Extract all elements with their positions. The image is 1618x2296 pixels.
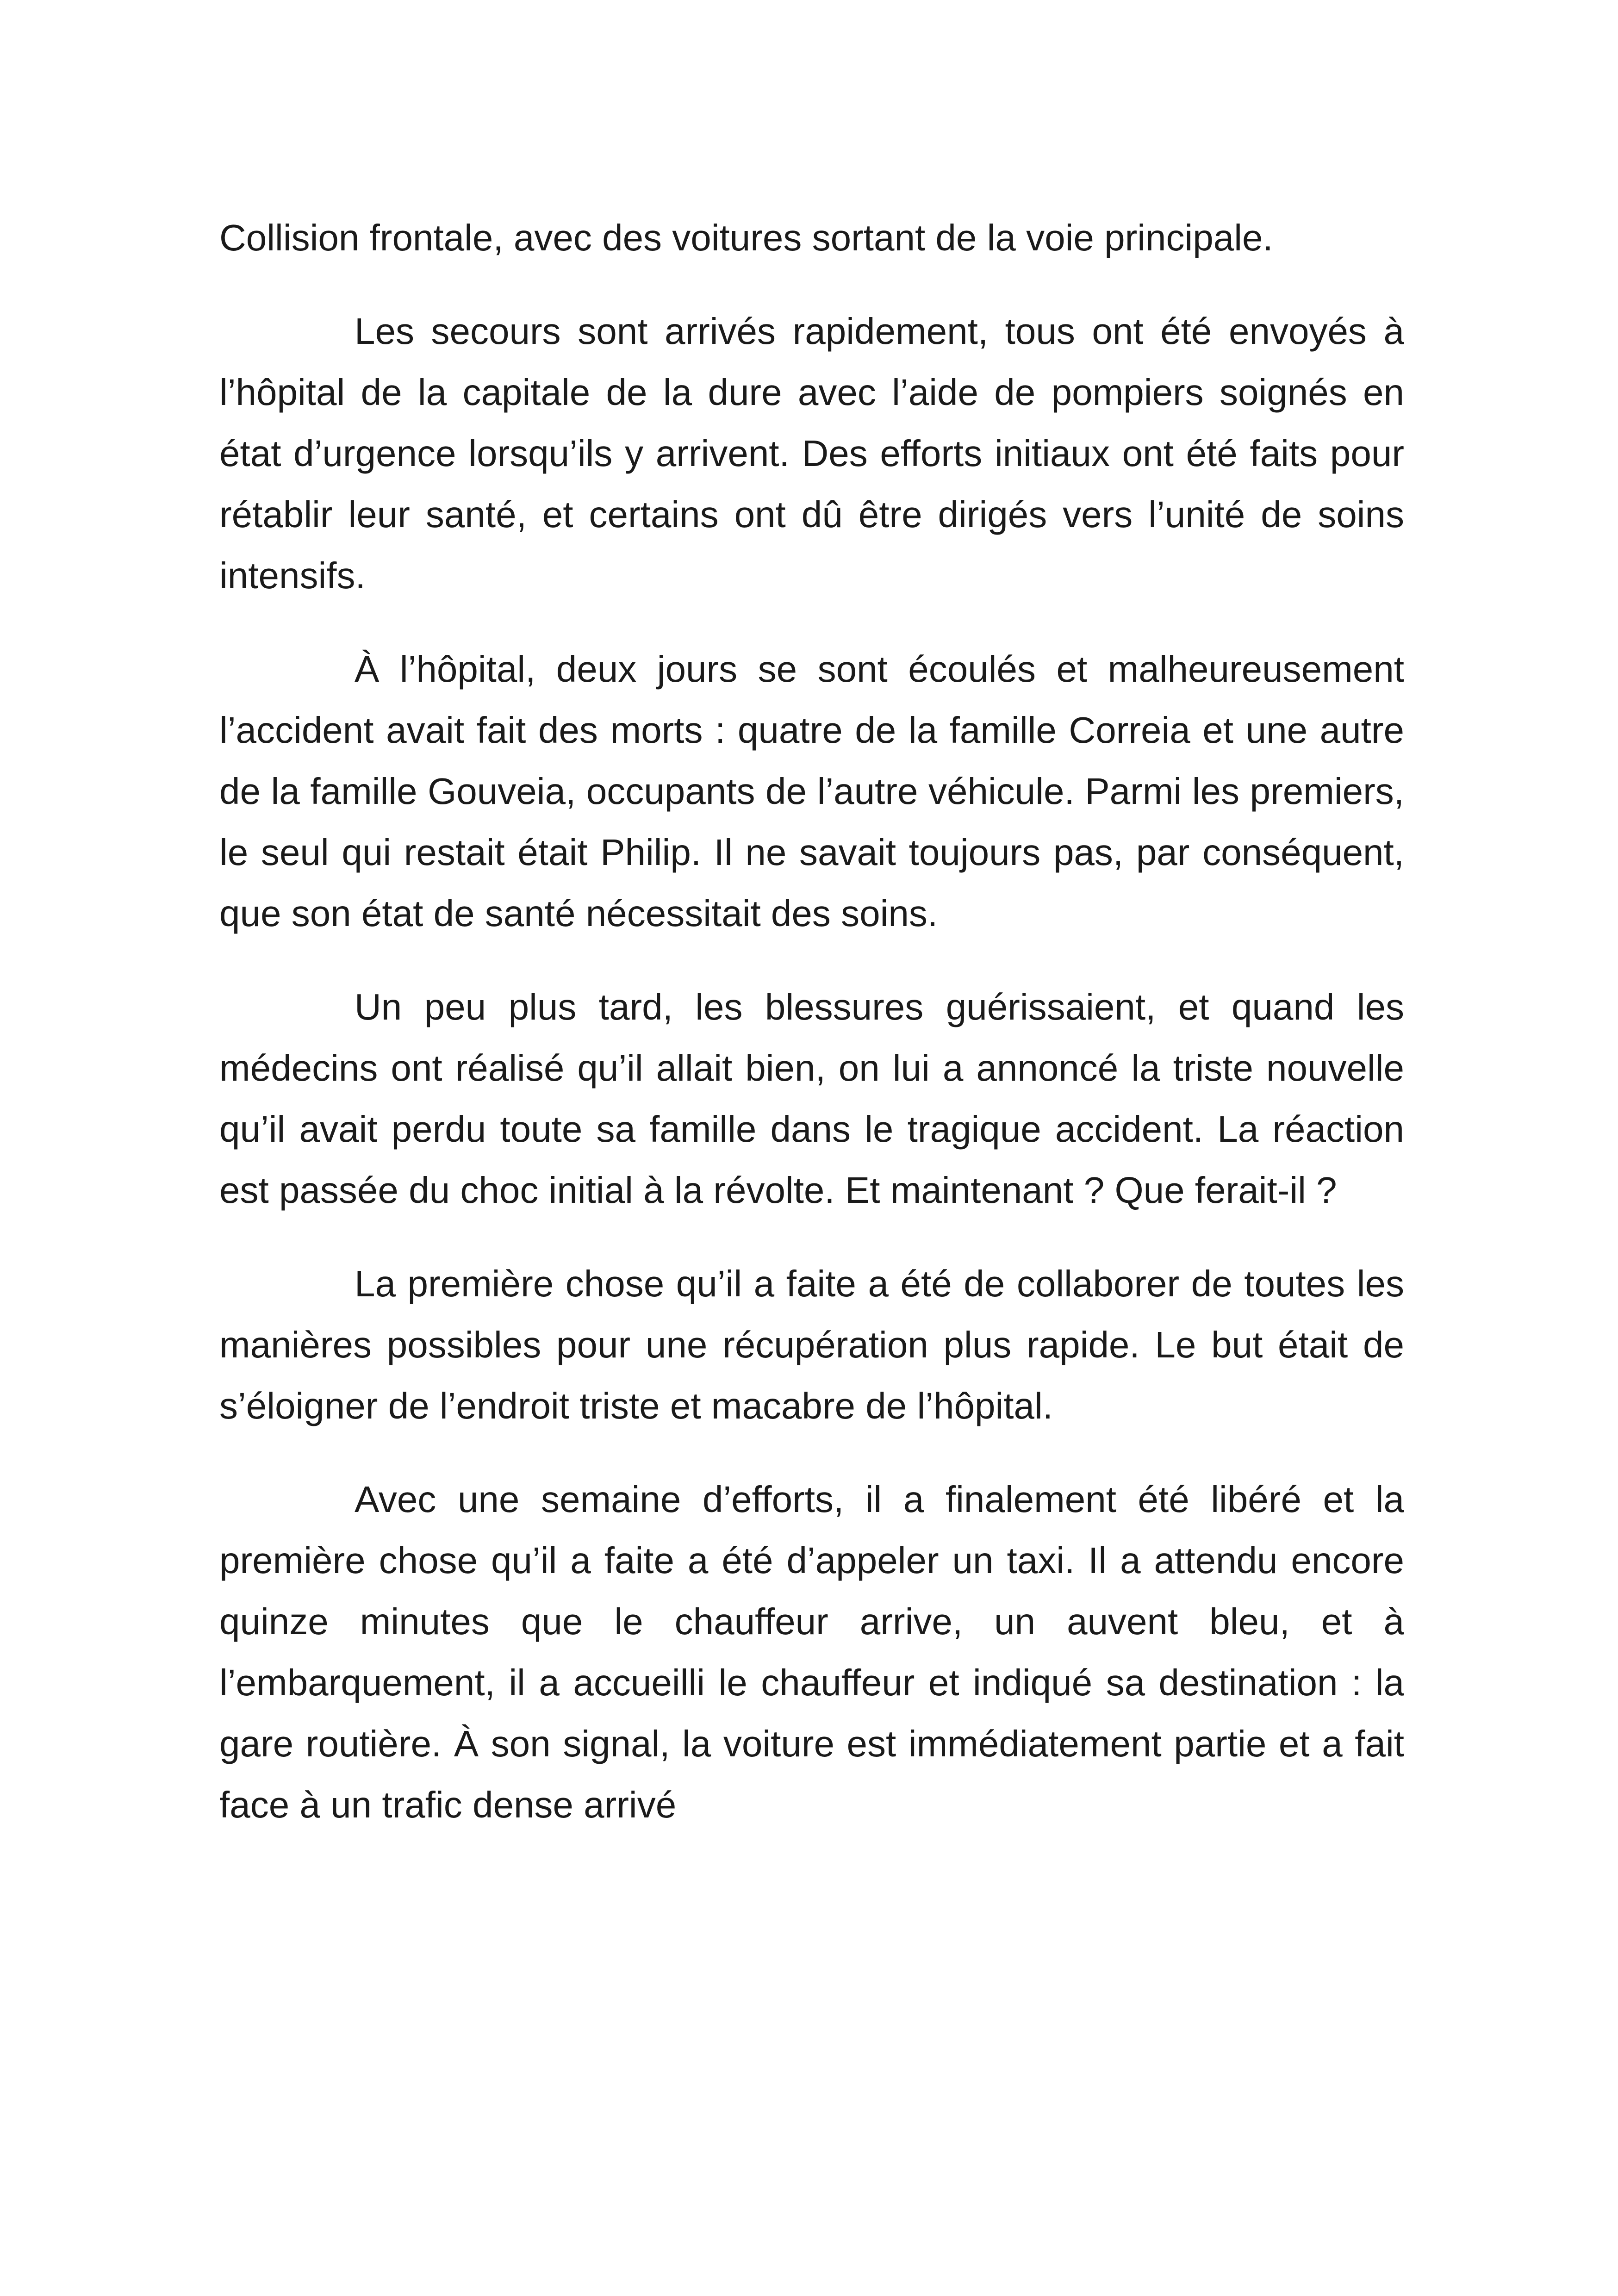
body-text [219,207,1404,1868]
paragraph-1: Collision frontale, avec des voitures sortant de la voie principale. [219,217,1273,258]
paragraph-6: Avec une semaine d’efforts, il a finalement été libéré et la première chose qu’il a faite a été d’appeler un taxi. Il a attendu encore quinze minutes que le chauffeur arrive, un auvent bleu, et à l’embarquement, il a accueilli le chauffeur et indiqué sa destination : la gare routière. À son signal, la voiture est immédiatement partie et a fait face à un trafic dense arrivé [219,1479,1404,1825]
paragraph-2: Les secours sont arrivés rapidement, tous ont été envoyés à l’hôpital de la capitale de la dure avec l’aide de pompiers soignés en état d’urgence lorsqu’ils y arrivent. Des efforts initiaux ont été faits pour rétablir leur santé, et certains ont dû être dirigés vers l’unité de soins intensifs. [219,311,1404,596]
paragraph-4: Un peu plus tard, les blessures guérissaient, et quand les médecins ont réalisé qu’il allait bien, on lui a annoncé la triste nouvelle qu’il avait perdu toute sa famille dans le tragique accident. La réaction est passée du choc initial à la révolte. Et maintenant ? Que ferait-il ? [219,986,1404,1211]
paragraph-5: La première chose qu’il a faite a été de collaborer de toutes les manières possibles pour une récupération plus rapide. Le but était de s’éloigner de l’endroit triste et macabre de l’hôpital. [219,1263,1404,1426]
paragraph-3: À l’hôpital, deux jours se sont écoulés et malheureusement l’accident avait fait des morts : quatre de la famille Correia et une autre de la famille Gouveia, occupants de l’autre véhicule. Parmi les premiers, le seul qui restait était Philip. Il ne savait toujours pas, par conséquent, que son état de santé nécessitait des soins. [219,648,1404,934]
